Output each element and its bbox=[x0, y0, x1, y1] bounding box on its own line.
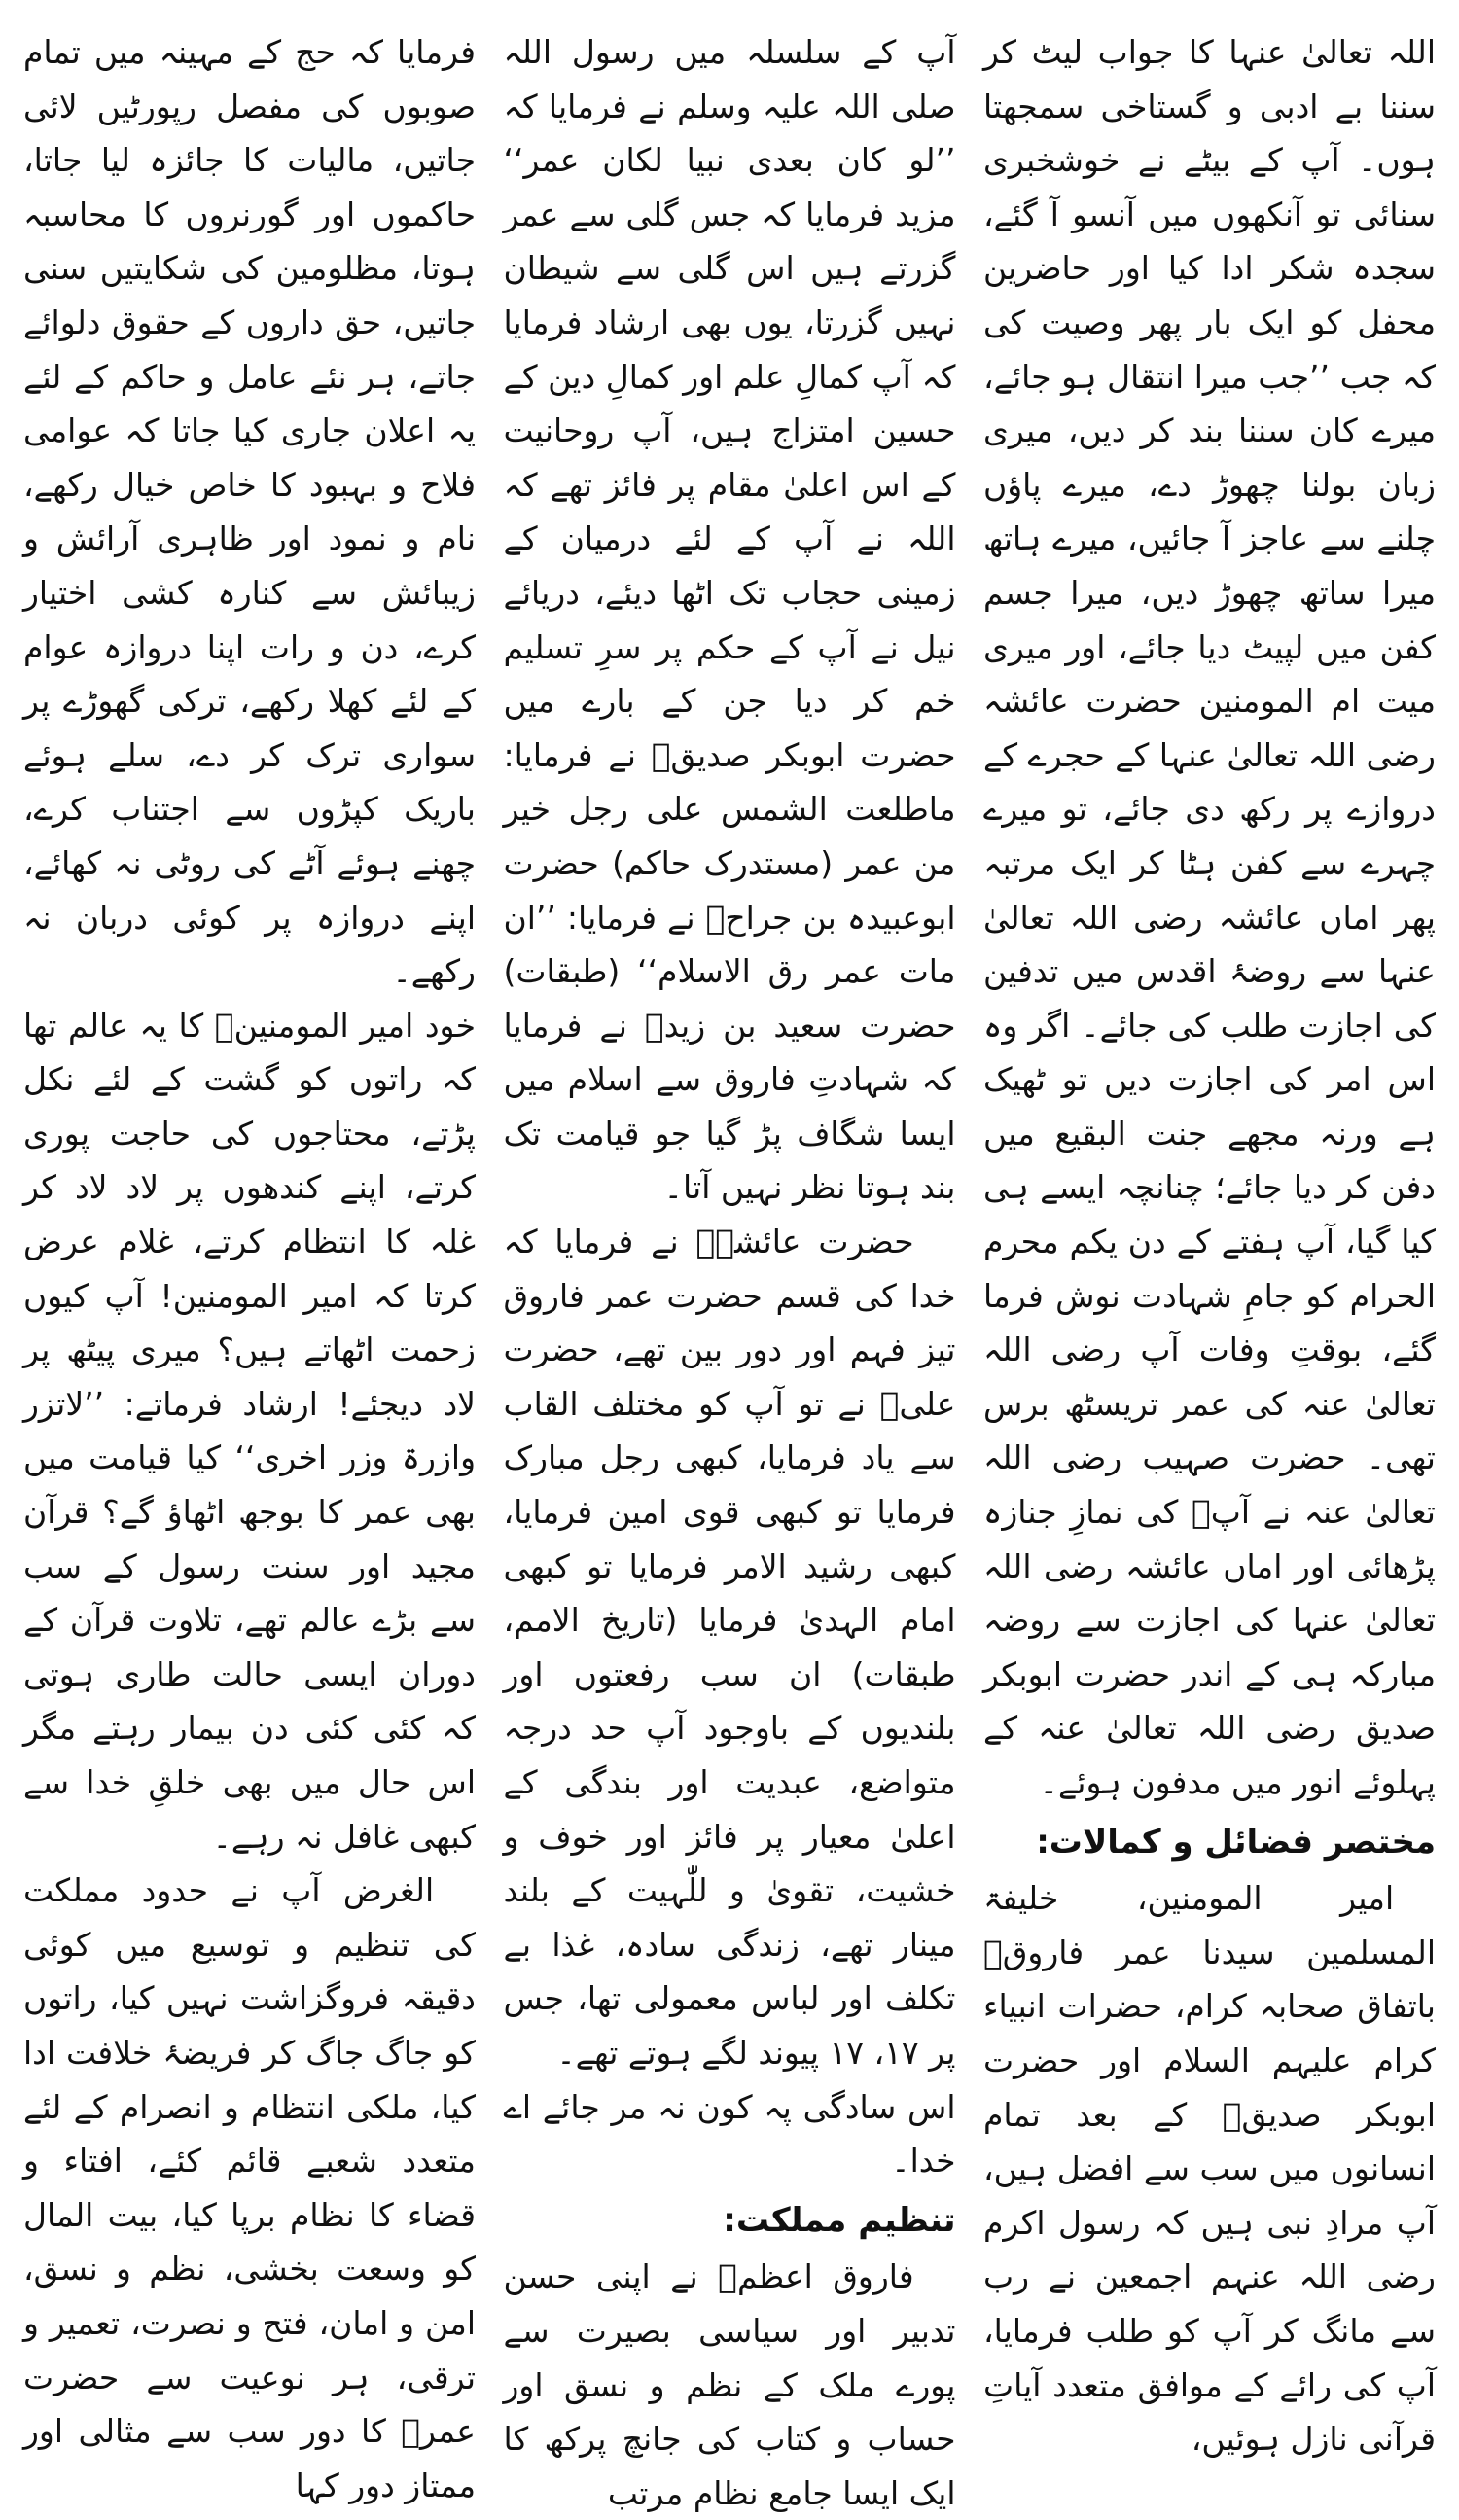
paragraph: حضرت عائشہؓ نے فرمایا کہ خدا کی قسم حضرت عمر فاروق تیز فہم اور دور بین تھے، حضرت علیؓ نے تو آپ کو مختلف القاب سے یاد فرمایا، کبھی رجل مبارک فرمایا تو کبھی قوی امین فرمایا، کبھی رشید الامر فرمایا تو کبھی امام الہدیٰ فرمایا (تاریخ الامم، طبقات) ان سب رفعتوں اور بلندیوں کے باوجود آپ حد درجہ متواضع، عبدیت اور بندگی کے اعلیٰ معیار پر فائز اور خوف و خشیت، تقویٰ و للّٰہیت کے بلند مینار تھے، زندگی سادہ، غذا بے تکلف اور لباس معمولی تھا، جس پر ۱۷، ۱۷ پیوند لگے ہوتے تھے۔ bbox=[503, 1223, 956, 2072]
paragraph: امیر المومنین، خلیفۃ المسلمین سیدنا عمر فاروقؓ باتفاق صحابہ کرام، حضرات انبیاء کرام علیہم السلام اور حضرت ابوبکر صدیقؓ کے بعد تمام انسانوں میں سب سے افضل ہیں، آپ مرادِ نبی ہیں کہ رسول اکرم رضی اللہ عنہم اجمعین نے رب سے مانگ کر آپ کو طلب فرمایا، آپ کی رائے کے موافق متعدد آیاتِ قرآنی نازل ہوئیں، bbox=[983, 1879, 1436, 2459]
section-heading: مختصر فضائل و کمالات: bbox=[1036, 1822, 1436, 1862]
text-columns bbox=[23, 25, 1436, 2512]
paragraph: اس سادگی پہ کون نہ مر جائے اے خدا۔ bbox=[503, 2087, 956, 2181]
paragraph: خود امیر المومنینؓ کا یہ عالم تھا کہ راتوں کو گشت کے لئے نکل پڑتے، محتاجوں کی حاجت پوری کرتے، اپنے کندھوں پر لاد لاد کر غلہ کا انتظام کرتے، غلام عرض کرتا کہ امیر المومنین! آپ کیوں زحمت اٹھاتے ہیں؟ میری پیٹھ پر لاد دیجئے! ارشاد فرماتے: ’’لاتزر وازرۃ وزر اخری‘‘ کیا قیامت میں بھی عمر کا بوجھ اٹھاؤ گے؟ قرآن مجید اور سنت رسول کے سب سے بڑے عالم تھے، تلاوت قرآن کے دوران ایسی حالت طاری ہوتی کہ کئی کئی دن بیمار رہتے مگر اس حال میں بھی خلقِ خدا سے کبھی غافل نہ رہے۔ bbox=[23, 1006, 476, 1856]
paragraph: آپ کے سلسلہ میں رسول اللہ صلی اللہ علیہ وسلم نے فرمایا کہ ’’لو کان بعدی نبیا لکان عمر‘‘ مزید فرمایا کہ جس گلی سے عمر گزرتے ہیں اس گلی سے شیطان نہیں گزرتا، یوں بھی ارشاد فرمایا کہ آپ کمالِ علم اور کمالِ دین کے حسین امتزاج ہیں، آپ روحانیت کے اس اعلیٰ مقام پر فائز تھے کہ اللہ نے آپ کے لئے درمیان کے زمینی حجاب تک اٹھا دیئے، دریائے نیل نے آپ کے حکم پر سرِ تسلیم خم کر دیا جن کے بارے میں حضرت ابوبکر صدیقؓ نے فرمایا: ماطلعت الشمس علی رجل خیر من عمر (مستدرک حاکم) حضرت ابوعبیدہ بن جراحؓ نے فرمایا: ’’ان مات عمر رق الاسلام‘‘ (طبقات) حضرت سعید بن زیدؓ نے فرمایا کہ شہادتِ فاروق سے اسلام میں ایسا شگاف پڑ گیا جو قیامت تک بند ہوتا نظر نہیں آتا۔ bbox=[503, 33, 956, 1207]
column-left bbox=[23, 25, 476, 2504]
paragraph: اللہ تعالیٰ عنہا کا جواب لیٹ کر سننا بے ادبی و گستاخی سمجھتا ہوں۔ آپ کے بیٹے نے خوشخبری سنائی تو آنکھوں میں آنسو آ گئے، سجدہ شکر ادا کیا اور حاضرین محفل کو ایک بار پھر وصیت کی کہ جب ’’جب میرا انتقال ہو جائے، میرے کان سننا بند کر دیں، میری زبان بولنا چھوڑ دے، میرے پاؤں چلنے سے عاجز آ جائیں، میرے ہاتھ میرا ساتھ چھوڑ دیں، میرا جسم کفن میں لپیٹ دیا جائے، اور میری میت ام المومنین حضرت عائشہ رضی اللہ تعالیٰ عنہا کے حجرے کے دروازے پر رکھ دی جائے، تو میرے چہرے سے کفن ہٹا کر ایک مرتبہ پھر اماں عائشہ رضی اللہ تعالیٰ عنہا سے روضۂ اقدس میں تدفین کی اجازت طلب کی جائے۔ اگر وہ اس امر کی اجازت دیں تو ٹھیک ہے ورنہ مجھے جنت البقیع میں دفن کر دیا جائے؛ چنانچہ ایسے ہی کیا گیا، آپ ہفتے کے دن یکم محرم الحرام کو جامِ شہادت نوش فرما گئے، بوقتِ وفات آپ رضی اللہ تعالیٰ عنہ کی عمر تریسٹھ برس تھی۔ حضرت صہیب رضی اللہ تعالیٰ عنہ نے آپؓ کی نمازِ جنازہ پڑھائی اور اماں عائشہ رضی اللہ تعالیٰ عنہا کی اجازت سے روضہ مبارکہ ہی کے اندر حضرت ابوبکر صدیق رضی اللہ تعالیٰ عنہ کے پہلوئے انور میں مدفون ہوئے۔ bbox=[983, 33, 1436, 1801]
paragraph: الغرض آپ نے حدود مملکت کی تنظیم و توسیع میں کوئی دقیقہ فروگزاشت نہیں کیا، راتوں کو جاگ جاگ کر فریضۂ خلافت ادا کیا، ملکی انتظام و انصرام کے لئے متعدد شعبے قائم کئے، افتاء و قضاء کا نظام برپا کیا، بیت المال کو وسعت بخشی، نظم و نسق، امن و امان، فتح و نصرت، تعمیر و ترقی، ہر نوعیت سے حضرت عمرؓ کا دور سب سے مثالی اور ممتاز دور کہا bbox=[23, 1871, 476, 2504]
column-right bbox=[983, 25, 1436, 2459]
section-heading: تنظیم مملکت: bbox=[723, 2200, 956, 2240]
column-middle bbox=[503, 25, 956, 2512]
paragraph: فرمایا کہ حج کے مہینہ میں تمام صوبوں کی مفصل رپورٹیں لائی جاتیں، مالیات کا جائزہ لیا جاتا، حاکموں اور گورنروں کا محاسبہ ہوتا، مظلومین کی شکایتیں سنی جاتیں، حق داروں کے حقوق دلوائے جاتے، ہر نئے عامل و حاکم کے لئے یہ اعلان جاری کیا جاتا کہ عوامی فلاح و بہبود کا خاص خیال رکھے، نام و نمود اور ظاہری آرائش و زیبائش سے کنارہ کشی اختیار کرے، دن و رات اپنا دروازہ عوام کے لئے کھلا رکھے، ترکی گھوڑے پر سواری ترک کر دے، سلے ہوئے باریک کپڑوں سے اجتناب کرے، چھنے ہوئے آٹے کی روٹی نہ کھائے، اپنے دروازہ پر کوئی دربان نہ رکھے۔ bbox=[23, 33, 476, 991]
paragraph: فاروق اعظمؓ نے اپنی حسن تدبیر اور سیاسی بصیرت سے پورے ملک کے نظم و نسق اور حساب و کتاب کی جانچ پرکھ کا ایک ایسا جامع نظام مرتب bbox=[503, 2257, 956, 2512]
